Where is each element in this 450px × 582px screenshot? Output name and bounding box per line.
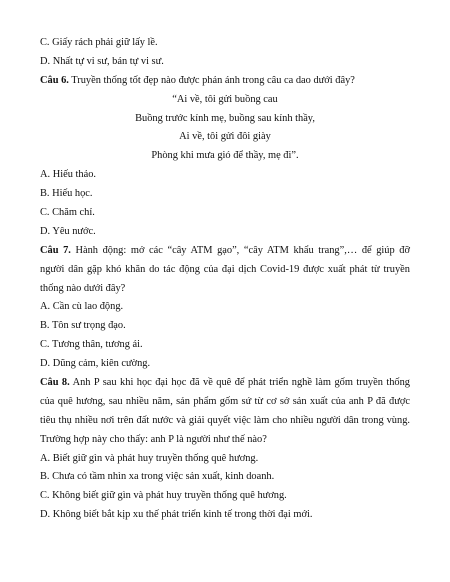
q8-option-b: B. Chưa có tầm nhìn xa trong việc sản xuất, kinh doanh. (40, 471, 275, 483)
q8-question-line-3: tiêu thụ nhiều nơi trên đất nước và giải quyết việc làm cho nhiều người dân trong vùng. (40, 414, 410, 426)
q6-option-a: A. Hiếu thảo. (40, 169, 96, 181)
q7-option-a: A. Cần cù lao động. (40, 301, 124, 313)
q8-question-text-1: Anh P sau khi học đại học đã về quê để phát triển nghề làm gốm truyền thống (72, 377, 411, 389)
q8-option-a: A. Biết giữ gìn và phát huy truyền thống quê hương. (40, 452, 259, 464)
q8-option-c: C. Không biết giữ gìn và phát huy truyền thống quê hương. (40, 490, 287, 502)
q8-option-d: D. Không biết bắt kịp xu thế phát triển kinh tế trong thời đại mới. (40, 509, 313, 521)
q6-option-c: C. Chăm chỉ. (40, 207, 95, 219)
q8-question-line-4: Trường hợp này cho thấy: anh P là người như thế nào? (40, 433, 267, 445)
q5-option-c: C. Giấy rách phải giữ lấy lề. (40, 37, 158, 48)
q7-option-c: C. Tương thân, tương ái. (40, 339, 143, 351)
q7-question-text-1: Hành động: mở các “cây ATM gạo”, “cây ATM khẩu trang”,… để giúp đỡ (75, 244, 410, 256)
q6-question (40, 72, 410, 91)
q6-option-b: B. Hiếu học. (40, 188, 93, 200)
q7-label: Câu 7. (40, 244, 71, 256)
q8-label: Câu 8. (40, 377, 70, 389)
q7-question-line-2: người dân gặp khó khăn do tác động của đại dịch Covid-19 được xuất phát từ truyền (40, 263, 410, 275)
q7-option-b: B. Tôn sư trọng đạo. (40, 320, 126, 332)
q7-question-line-3: thống nào dưới đây? (40, 282, 126, 294)
q6-label: Câu 6. (40, 74, 69, 86)
document-page (40, 34, 410, 525)
q7-question-line-1 (40, 242, 410, 261)
q6-option-d: D. Yêu nước. (40, 225, 96, 237)
q8-question-line-1 (40, 374, 410, 393)
q8-question-line-2: của quê hương, sau nhiều năm, sản phẩm gốm sứ từ cơ sở sản xuất của anh P đã được (40, 395, 410, 407)
q6-poem-line-2: Buồng trước kính mẹ, buồng sau kính thầy, (135, 112, 315, 124)
q5-option-d: D. Nhất tự vi sư, bán tự vi sư. (40, 55, 164, 67)
q6-poem-line-3: Ai về, tôi gửi đôi giày (179, 131, 271, 143)
q6-poem-line-1: “Ai về, tôi gửi buồng cau (172, 93, 278, 105)
q6-poem-line-4: Phòng khi mưa gió để thầy, mẹ đi”. (151, 150, 299, 162)
q7-option-d: D. Dũng cảm, kiên cường. (40, 358, 151, 370)
q6-question-text: Truyền thống tốt đẹp nào được phản ánh trong câu ca dao dưới đây? (71, 74, 355, 86)
